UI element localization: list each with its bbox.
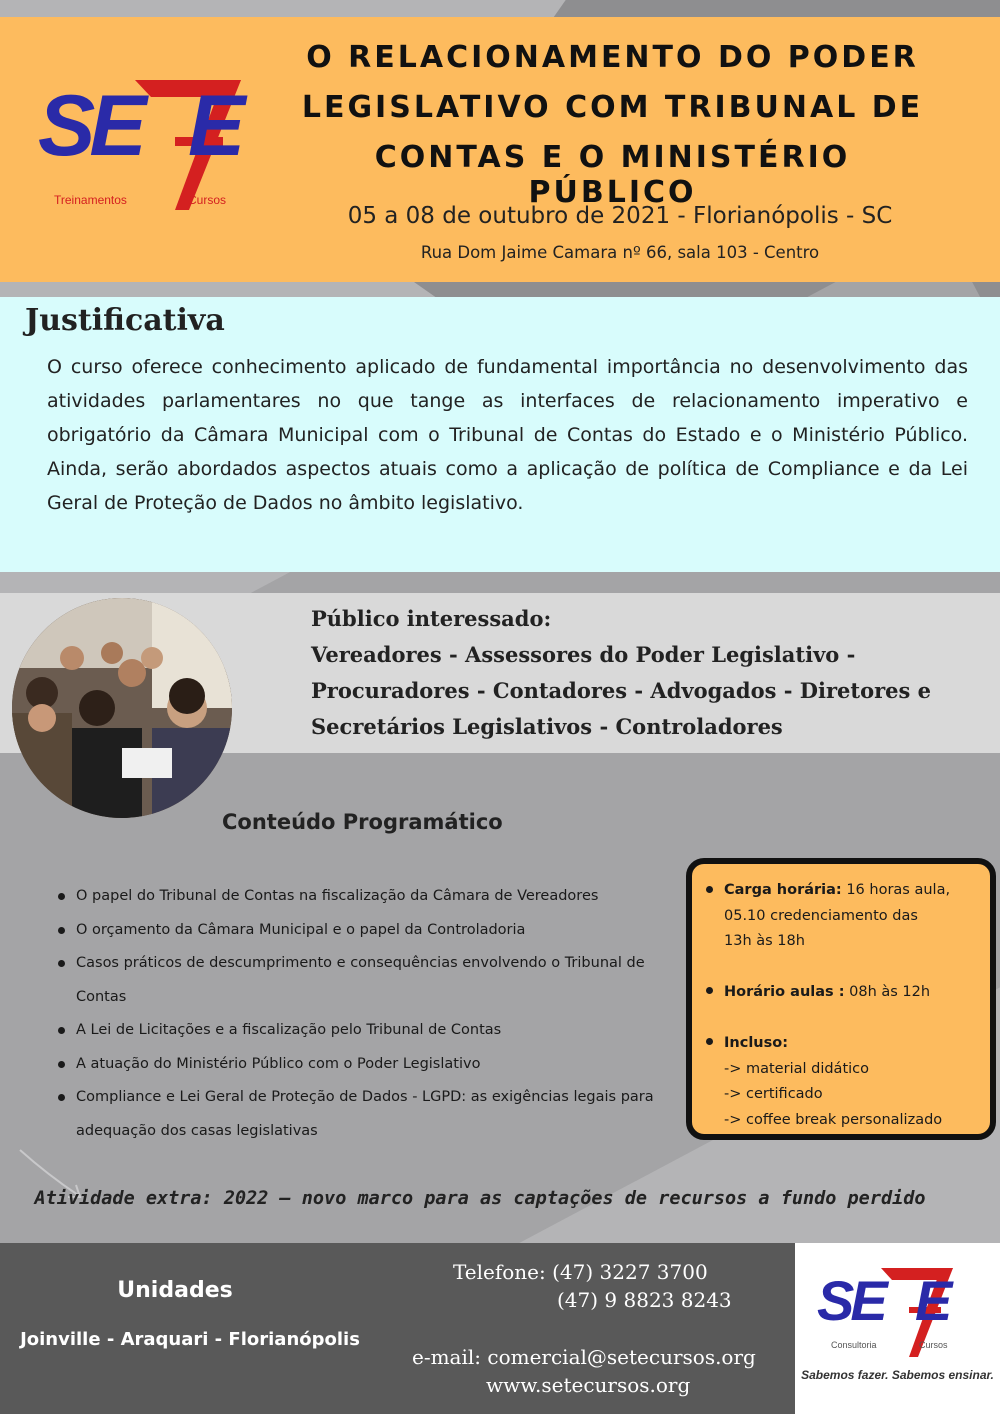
atividade-extra: Atividade extra: 2022 – novo marco para as captações de recursos a fundo perdido bbox=[34, 1188, 926, 1209]
header-banner bbox=[0, 17, 1000, 282]
title-line-2: LEGISLATIVO COM TRIBUNAL DE bbox=[301, 90, 924, 125]
website-link[interactable]: www.setecursos.org bbox=[486, 1373, 691, 1397]
horario-value: 08h às 12h bbox=[844, 984, 931, 1000]
logo-text-e: E bbox=[188, 78, 246, 174]
conteudo-title: Conteúdo Programático bbox=[222, 810, 503, 834]
publico-text bbox=[311, 601, 931, 745]
logo-text-se: SE bbox=[38, 78, 141, 174]
title-line-1: O RELACIONAMENTO DO PODER bbox=[306, 40, 919, 75]
publico-line-3: Secretários Legislativos - Controladores bbox=[311, 714, 783, 739]
email-link[interactable]: e-mail: comercial@setecursos.org bbox=[412, 1345, 756, 1369]
telefone-2: (47) 9 8823 8243 bbox=[557, 1288, 732, 1312]
unidades-list: Joinville - Araquari - Florianópolis bbox=[20, 1329, 360, 1350]
logo-right-label: Cursos bbox=[188, 193, 227, 207]
telefone-1: Telefone: (47) 3227 3700 bbox=[453, 1260, 708, 1284]
conteudo-list bbox=[56, 880, 666, 1148]
bullet-icon bbox=[706, 886, 713, 893]
footer-logo bbox=[795, 1243, 1000, 1414]
horario-label: Horário aulas : bbox=[724, 984, 845, 1000]
conteudo-item: O papel do Tribunal de Contas na fiscalização da Câmara de Vereadores bbox=[56, 880, 666, 914]
footer-logo-text-se: SE bbox=[817, 1269, 884, 1332]
carga-line-2: 05.10 credenciamento das bbox=[724, 907, 918, 924]
sete-logo bbox=[38, 65, 278, 215]
event-address: Rua Dom Jaime Camara nº 66, sala 103 - Centro bbox=[420, 243, 820, 262]
carga-label: Carga horária: bbox=[724, 882, 842, 898]
title-line-3: CONTAS E O MINISTÉRIO PÚBLICO bbox=[374, 140, 851, 210]
conteudo-item: A atuação do Ministério Público com o Poder Legislativo bbox=[56, 1048, 666, 1082]
logo-left-label: Treinamentos bbox=[54, 193, 127, 207]
footer-logo-text-e: E bbox=[915, 1269, 953, 1332]
info-box-content bbox=[724, 878, 994, 1133]
info-box bbox=[686, 858, 996, 1140]
incluso-label: Incluso: bbox=[724, 1035, 788, 1051]
publico-line-2: Procuradores - Contadores - Advogados - Diretores e bbox=[311, 678, 932, 703]
incluso-item: -> material didático bbox=[724, 1060, 869, 1077]
bullet-icon bbox=[706, 987, 713, 994]
justificativa-body: O curso oferece conhecimento aplicado de fundamental importância no desenvolvimento das atividades parlamentares no que tange as interfaces de relacionamento imperativo e obrigatório da Câmara Municipal com o Tribunal de Contas do Estado e o Ministério Público. Ainda, serão abordados aspectos atuais como a aplicação de política de Compliance e da Lei Geral de Proteção de Dados no âmbito legislativo. bbox=[47, 356, 968, 514]
footer bbox=[0, 1243, 795, 1414]
publico-title: Público interessado: bbox=[311, 606, 552, 631]
footer-logo-right-label: Cursos bbox=[919, 1340, 948, 1350]
conteudo-item: Casos práticos de descumprimento e consequências envolvendo o Tribunal de Contas bbox=[56, 947, 666, 1014]
justificativa-section bbox=[0, 297, 1000, 572]
classroom-photo bbox=[12, 598, 232, 818]
publico-line-1: Vereadores - Assessores do Poder Legislativo - bbox=[311, 642, 856, 667]
conteudo-item: A Lei de Licitações e a fiscalização pelo Tribunal de Contas bbox=[56, 1014, 666, 1048]
conteudo-item: Compliance e Lei Geral de Proteção de Dados - LGPD: as exigências legais para adequação dos casas legislativas bbox=[56, 1081, 666, 1148]
bullet-icon bbox=[706, 1038, 713, 1045]
carga-line-3: 13h às 18h bbox=[724, 933, 805, 949]
event-date: 05 a 08 de outubro de 2021 - Florianópolis - SC bbox=[347, 203, 893, 229]
footer-slogan: Sabemos fazer. Sabemos ensinar. bbox=[801, 1368, 994, 1382]
carga-value: 16 horas aula, bbox=[841, 882, 951, 898]
classroom-photo-illustration bbox=[12, 598, 232, 818]
incluso-item: -> coffee break personalizado bbox=[724, 1111, 943, 1128]
justificativa-title: Justificativa bbox=[25, 303, 225, 338]
unidades-title: Unidades bbox=[117, 1278, 233, 1303]
incluso-item: -> certificado bbox=[724, 1086, 823, 1102]
footer-logo-left-label: Consultoria bbox=[831, 1340, 877, 1350]
conteudo-item: O orçamento da Câmara Municipal e o papel da Controladoria bbox=[56, 914, 666, 948]
